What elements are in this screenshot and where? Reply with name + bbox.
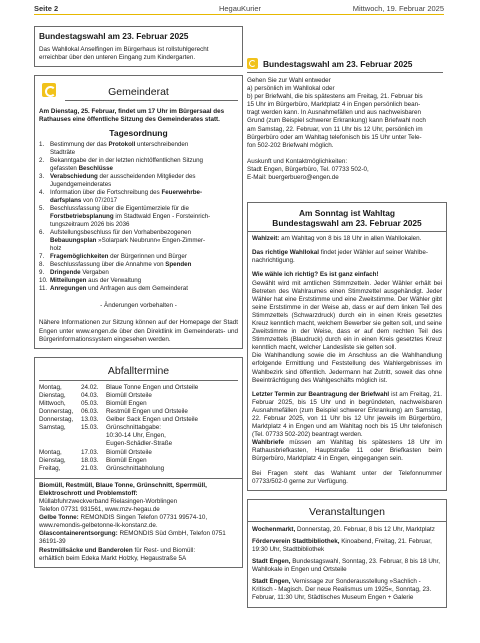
agenda-item: 2. Bekanntgabe der in der letzten nichtöffentlichen Sitzung gefassten Beschlüsse xyxy=(39,157,203,173)
wahllokal-text: Das richtige Wahllokal findet jeder Wähler auf seiner Wahlbe-nachrichtigung. xyxy=(252,249,428,265)
gemeinderat-section xyxy=(34,75,243,349)
abfall-row xyxy=(39,392,238,400)
agenda-item: 10. Mitteilungen aus der Verwaltung xyxy=(39,277,142,285)
abfall-type: Blaue Tonne Engen und Ortsteile xyxy=(106,383,199,391)
agenda-item: 5. Beschlussfassung über die Eigentümerziele für die Forstbetriebsplanung im Stadtwald Engen - Forsteinrich- tungszeitraum 2026 bis 2036 xyxy=(39,205,211,229)
gemeinderat-title: Gemeinderat xyxy=(108,86,169,99)
wahlzeit-text: Wahlzeit: am Wahltag von 8 bis 18 Uhr in allen Wahllokalen. xyxy=(252,235,422,243)
abfall-date: 18.03. xyxy=(81,456,99,464)
abfall-day: Dienstag, xyxy=(39,456,66,464)
contact-line: erhältlich beim Edeka Markt Holzky, Hegaustraße 5A xyxy=(39,554,187,562)
abfall-row xyxy=(39,440,238,448)
right-column xyxy=(247,53,447,608)
abfall-day: Donnerstag, xyxy=(39,408,74,416)
abfall-title: Abfalltermine xyxy=(107,364,170,377)
agenda-item: 6. Aufstellungsbeschluss für den Vorhabenbezogenen Bebauungsplan »Solarpark Neubrunn« Engen-Zimmer- holz xyxy=(39,229,206,253)
meeting-info: Nähere Informationen zur Sitzung können auf der Homepage der Stadt Engen unter www.engen.de über den Direktlink im Gemeinderats- und Bürgerinformationssystem eingesehen werden. xyxy=(39,319,238,343)
abfall-date: 21.03. xyxy=(81,464,99,472)
notice-text: Das Wahllokal Anselfingen im Bürgerhaus ist rollstuhlgerecht erreichbar über den unteren Eingang zum Kindergarten. xyxy=(39,46,209,62)
abfall-row xyxy=(39,449,238,457)
abfall-date: 13.03. xyxy=(81,416,99,424)
agenda-item: 1. Bestimmung der das Protokoll unterschreibenden Stadträte xyxy=(39,141,189,157)
briefwahl-line: a) persönlich im Wahllokal oder xyxy=(247,85,335,93)
abfall-type: Grünschnittabholung xyxy=(106,464,165,472)
abfall-type: Eugen-Schädler-Straße xyxy=(106,440,173,448)
abfall-date: 15.03. xyxy=(81,424,99,432)
agenda-item: 7. Fragemöglichkeiten der Bürgerinnen und Bürger xyxy=(39,253,187,261)
wahlbriefe-text: Wahlbriefe müssen am Wahltag bis spätestens 18 Uhr im Rathausbriefkasten, Hauptstraße 11 oder Briefkasten beim Bürgerbüro, Marktplatz 4 in Engen, eingegangen sein. xyxy=(252,439,442,463)
abfall-row xyxy=(39,424,238,432)
fragen-text: Bei Fragen steht das Wahlamt unter der Telefonnummer 07733/502-0 gerne zur Verfügung. xyxy=(252,469,442,485)
briefwahl-line: 15 Uhr im Bürgerbüro, Marktplatz 4 in Engen persönlich bean- xyxy=(247,101,421,109)
abfall-row xyxy=(39,432,238,440)
contact-line: Gelbe Tonne: REMONDIS Singen Telefon 07731 99574-10, xyxy=(39,514,208,522)
briefwahl-line: am Samstag, 22. Februar, von 11 Uhr bis 12 Uhr, persönlich im xyxy=(247,125,423,133)
abfall-day: Montag, xyxy=(39,448,62,456)
abfall-day: Montag, xyxy=(39,383,62,391)
agenda-item: 9. Dringende Vergaben xyxy=(39,269,109,277)
veranstaltungen-section xyxy=(247,499,447,608)
notice-title: Bundestagswahl am 23. Februar 2025 xyxy=(39,31,189,41)
letzter-termin-text: Letzter Termin zur Beantragung der Briefwahl ist am Freitag, 21. Februar 2025, bis 15 Uhr und in begründeten, nachweisbaren Ausnahmefällen (zum Beispiel schwerer Erkrankung) am Samstag, 22. Februar 2025, von 11 Uhr bis 12 Uhr jeweils im Bürgerbüro, Marktplatz 4 in Engen und am Wahltag noch bis 15 Uhr telefonisch (Tel. 07733 502-202) beantragt werden. xyxy=(252,390,442,439)
contact-line: Restmüllsäcke und Banderolen für Rest- und Biomüll: xyxy=(39,546,196,554)
briefwahl-line: b) per Briefwahl, die bis spätestens am Freitag, 21. Februar bis xyxy=(247,93,423,101)
briefwahl-text xyxy=(247,77,443,150)
abfall-day xyxy=(39,432,81,440)
abfall-date: 06.03. xyxy=(81,408,99,416)
contact-line: 36191-39 xyxy=(39,538,66,546)
agenda-title: Tagesordnung xyxy=(109,128,168,139)
briefwahl-section xyxy=(247,53,447,186)
wie-waehlen-text: Gewählt wird mit amtlichen Stimmzetteln. Jeder Wähler erhält bei Betreten des Wahlraumes einen Stimmzettel ausgehändigt. Jeder Wähler hat eine Erststimme und eine Zweitstimme. Der Wähler gibt seine Erststimme in der Weise ab, dass er auf dem linken Teil des Stimmzettels (Schwarzdruck) durch ein in einen Kreis gesetztes Kreuz kenntlich macht, welchem Bewerber sie gelten soll, und seine Zweitstimme in der Weise, dass er auf dem rechten Teil des Stimmzettels (Blaudruck) durch ein in einen Kreis gesetztes Kreuz kenntlich macht, welcher Landesliste sie gelten soll. xyxy=(252,279,442,352)
abfall-day: Mittwoch, xyxy=(39,399,66,407)
issue-date: Mittwoch, 19. Februar 2025 xyxy=(352,4,444,13)
engen-logo-icon xyxy=(42,83,56,97)
contact-line: www.remondis-gelbetonne-lk-konstanz.de. xyxy=(39,522,158,530)
wahltag-title: Am Sonntag ist Wahltag xyxy=(298,208,395,219)
contact-address: Stadt Engen, Bürgerbüro, Tel. 07733 502-0, xyxy=(247,165,369,173)
briefwahl-line: Bürgerbüro oder am Wahltag telefonisch bis 15 Uhr unter Tele- xyxy=(247,133,422,141)
wahltag-section xyxy=(247,202,447,491)
briefwahl-line: tragt werden kann. In Ausnahmefällen und aus nachweisbaren xyxy=(247,109,421,117)
abfall-type: Biomüll Engen xyxy=(106,456,147,464)
abfall-type: Restmüll Engen und Ortsteile xyxy=(106,408,188,416)
abfall-day: Donnerstag, xyxy=(39,416,74,424)
page-header xyxy=(0,0,480,20)
abfall-type: Grünschnittabgabe: xyxy=(106,424,161,432)
abfall-row xyxy=(39,416,238,424)
abfall-day: Freitag, xyxy=(39,464,61,472)
briefwahl-line: Grund (zum Beispiel schwerer Erkrankung) kann Briefwahl noch xyxy=(247,117,426,125)
abfall-row xyxy=(39,384,238,392)
agenda-item: 4. Information über die Fortschreibung des Feuerwehrbe- darfsplans von 07/2017 xyxy=(39,189,203,205)
wie-waehlen-heading: Wie wähle ich richtig? Es ist ganz einfach! xyxy=(252,271,379,279)
event-item: Förderverein Stadtbibliothek, Kinoabend, Freitag, 21. Februar, 19:30 Uhr, Stadtbibliothek xyxy=(252,537,432,553)
page-number: Seite 2 xyxy=(34,4,59,13)
veranstaltungen-title: Veranstaltungen xyxy=(309,505,385,518)
contact-title: Auskunft und Kontaktmöglichkeiten: xyxy=(247,157,348,165)
agenda-list xyxy=(39,141,238,293)
abfall-day: Samstag, xyxy=(39,424,66,432)
abfall-date xyxy=(81,440,106,448)
briefwahl-underline xyxy=(247,72,443,73)
contacts-block xyxy=(39,482,238,563)
abfall-type: Biomüll Engen xyxy=(106,399,147,407)
abfall-day xyxy=(39,440,81,448)
abfalltermine-section xyxy=(34,357,243,568)
meeting-intro: Am Dienstag, 25. Februar, findet um 17 Uhr im Bürgersaal des Rathauses eine öffentliche Sitzung des Gemeinderates statt. xyxy=(39,108,225,124)
bundestagswahl-notice xyxy=(34,26,243,67)
contact-email: E-Mail: buergerbuero@engen.de xyxy=(247,174,339,182)
briefwahl-line: fon 502-202 Briefwahl möglich. xyxy=(247,141,334,149)
header-divider xyxy=(34,14,444,15)
abfall-divider xyxy=(35,478,242,479)
wahlhandlung-text: Die Wahlhandlung sowie die im Anschluss an die Wahlhandlung erfolgende Ermittlung und Feststellung des Wahlergebnisses im Wahlbezirk sind öffentlich. Jedermann hat Zutritt, soweit das ohne Beeinträchtigung des Wahlgeschäfts möglich ist. xyxy=(252,352,442,384)
abfall-row xyxy=(39,457,238,465)
abfall-type: Biomüll Ortsteile xyxy=(106,448,152,456)
briefwahl-title: Bundestagswahl am 23. Februar 2025 xyxy=(263,59,413,69)
contact-line: Biomüll, Restmüll, Blaue Tonne, Grünschnitt, Sperrmüll, xyxy=(39,481,207,489)
abfall-date: 24.02. xyxy=(81,383,99,391)
agenda-item: 8. Beschlussfassung über die Annahme von Spenden xyxy=(39,261,192,269)
contact-line: Müllabfuhrzweckverband Rielasingen-Worblingen xyxy=(39,497,178,505)
newspaper-name: HegauKurier xyxy=(218,4,262,13)
left-column xyxy=(34,26,243,568)
abfall-day: Dienstag, xyxy=(39,391,66,399)
contact-line: Glascontainerentsorgung: REMONDIS Süd GmbH, Telefon 0751 xyxy=(39,530,226,538)
agenda-item: 11. Anregungen und Anfragen aus dem Gemeinderat xyxy=(39,285,188,293)
abfall-date: 17.03. xyxy=(81,448,99,456)
abfall-row xyxy=(39,465,238,473)
title-underline xyxy=(65,100,238,101)
wahltag-subtitle: Bundestagswahl am 23. Februar 2025 xyxy=(272,218,422,229)
wahltag-underline xyxy=(248,231,446,232)
abfall-date xyxy=(81,432,106,440)
event-item: Stadt Engen, Vernissage zur Sonderausstellung »Sachlich - Kritisch - Magisch. Der neue Realismus um 1925«, Sonntag, 23. Februar, 11:30 Uhr, Städtisches Museum Engen + Galerie xyxy=(252,578,432,602)
contact-line: Telefon 07731 931561, www.mzv-hegau.de xyxy=(39,506,160,514)
agenda-item: 3. Verabschiedung der ausscheidenden Mitglieder des Jugendgemeinderates xyxy=(39,173,196,189)
abfall-type: Gelber Sack Engen und Ortsteile xyxy=(106,416,199,424)
abfall-row xyxy=(39,408,238,416)
contact-line: Elektroschrott und Problemstoff: xyxy=(39,489,138,497)
changes-note: - Änderungen vorbehalten - xyxy=(100,302,177,310)
veranstaltungen-underline xyxy=(248,521,446,522)
abfall-row xyxy=(39,400,238,408)
event-item: Wochenmarkt, Donnerstag, 20. Februar, 8 bis 12 Uhr, Marktplatz xyxy=(252,525,435,533)
event-item: Stadt Engen, Bundestagswahl, Sonntag, 23. Februar, 8 bis 18 Uhr, Wahllokale in Engen und Ortsteile xyxy=(252,558,440,574)
abfall-date: 04.03. xyxy=(81,391,99,399)
engen-logo-icon xyxy=(247,58,258,69)
abfall-underline xyxy=(39,380,238,381)
briefwahl-line: Gehen Sie zur Wahl entweder xyxy=(247,77,331,84)
abfall-type: 10:30-14 Uhr, Engen, xyxy=(106,432,166,440)
abfall-date: 05.03. xyxy=(81,399,99,407)
abfall-table xyxy=(39,384,238,473)
abfall-type: Biomüll Ortsteile xyxy=(106,391,152,399)
